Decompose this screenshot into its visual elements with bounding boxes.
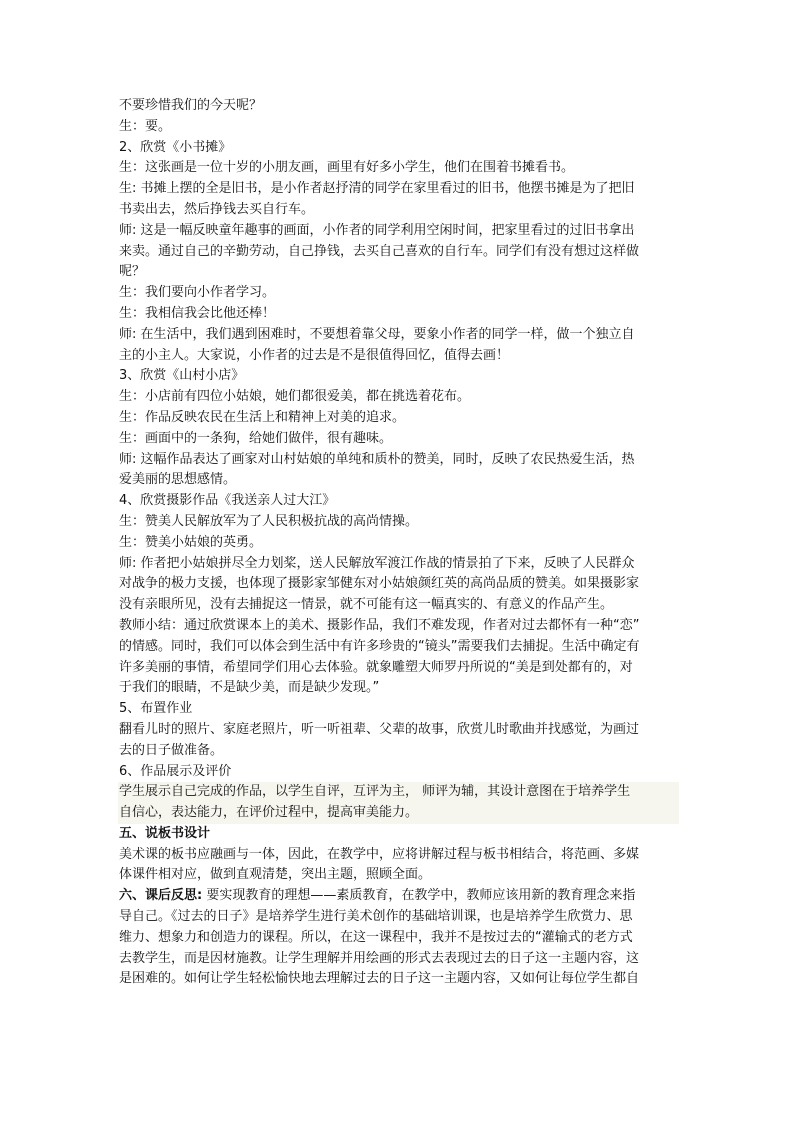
text-line: 生：我们要向小作者学习。	[119, 285, 276, 301]
text-line: 教师小结：通过欣赏课本上的美术、摄影作品，我们不难发现，作者对过去都怀有一种“恋”	[119, 617, 640, 633]
text-line	[119, 886, 679, 907]
text-line: 爱美丽的思想感情。	[119, 472, 237, 488]
text-line: 生：作品反映农民在生活上和精神上对美的追求。	[119, 409, 406, 425]
text-line: 生: 书摊上摆的全是旧书，是小作者赵抒清的同学在家里看过的旧书，他摆书摊是为了把旧	[119, 181, 635, 197]
text-line: 对战争的极力支援，也体现了摄影家邹健东对小姑娘颜红英的高尚品质的赞美。如果摄影家	[119, 576, 640, 592]
section-title: 五、说板书设计	[119, 825, 211, 841]
text-line: 生：赞美人民解放军为了人民积极抗战的高尚情操。	[119, 513, 419, 529]
text-line: 体课件相对应，做到直观清楚，突出主题，照顾全面。	[119, 867, 432, 883]
text-line: 去的日子做准备。	[119, 742, 224, 758]
text-line: 翻看儿时的照片、家庭老照片，听一听祖辈、父辈的故事，欣赏儿时歌曲并找感觉，为画过	[119, 721, 640, 737]
text-line: 生：要。	[119, 118, 172, 134]
text-line: 师: 这是一幅反映童年趣事的画面，小作者的同学利用空闲时间，把家里看过的过旧书拿出	[119, 222, 635, 238]
text-line: 不要珍惜我们的今天呢？	[119, 98, 263, 113]
section-title-inline: 六、课后反思:	[119, 888, 203, 904]
text-line: 生：我相信我会比他还棒！	[119, 305, 276, 321]
text-line: 是困难的。如何让学生轻松愉快地去理解过去的日子这一主题内容，又如何让每位学生都自	[119, 971, 640, 987]
highlighted-text-line: 学生展示自己完成的作品，以学生自评，互评为主， 师评为辅，其设计意图在于培养学生	[118, 782, 679, 803]
section-heading: 2、欣赏《小书摊》	[119, 139, 232, 155]
text-line: 维力、想象力和创造力的课程。所以，在这一课程中，我并不是按过去的“灌输式的老方式	[119, 929, 633, 945]
section-heading: 5、布置作业	[119, 701, 193, 717]
text-line: 生：这张画是一位十岁的小朋友画，画里有好多小学生，他们在围着书摊看书。	[119, 160, 575, 176]
text-line: 生：画面中的一条狗，给她们做伴，很有趣味。	[119, 430, 393, 446]
text-line: 生：赞美小姑娘的英勇。	[119, 534, 263, 550]
text-line: 来卖。通过自己的辛勤劳动，自己挣钱，去买自己喜欢的自行车。同学们有没有想过这样做	[119, 243, 640, 259]
text-line: 师: 在生活中，我们遇到困难时，不要想着靠父母，要象小作者的同学一样，做一个独立自	[119, 326, 635, 342]
text-line: 师: 作者把小姑娘拼尽全力划桨，送人民解放军渡江作战的情景拍了下来，反映了人民群众	[119, 555, 635, 571]
text-line: 书卖出去，然后挣钱去买自行车。	[119, 201, 315, 217]
text-line: 许多美丽的事情，希望同学们用心去体验。就象雕塑大师罗丹所说的“美是到处都有的，对	[119, 659, 633, 675]
text-line: 没有亲眼所见，没有去捕捉这一情景，就不可能有这一幅真实的、有意义的作品产生。	[119, 597, 614, 613]
section-heading: 3、欣赏《山村小店》	[119, 368, 245, 384]
text-line: 呢？	[119, 264, 146, 280]
text-line: 去教学生，而是因材施教。让学生理解并用绘画的形式去表现过去的日子这一主题内容，这	[119, 950, 640, 966]
text-line: 生：小店前有四位小姑娘，她们都很爱美，都在挑选着花布。	[119, 389, 471, 405]
text-line: 师: 这幅作品表达了画家对山村姑娘的单纯和质朴的赞美，同时，反映了农民热爱生活，热	[119, 451, 635, 467]
text-line: 的情感。同时，我们可以体会到生活中有许多珍贵的“镜头”需要我们去捕捉。生活中确定有	[119, 638, 640, 654]
highlighted-text-line: 自信心，表达能力，在评价过程中，提高审美能力。	[118, 803, 679, 824]
text-line: 主的小主人。大家说，小作者的过去是不是很值得回忆，值得去画！	[119, 347, 510, 363]
text-line-rest: 要实现教育的理想——素质教育，在教学中，教师应该用新的教育理念来指	[202, 888, 636, 904]
text-line: 美术课的板书应融画与一体，因此，在教学中，应将讲解过程与板书相结合，将范画、多媒	[119, 846, 640, 862]
text-line: 于我们的眼睛，不是缺少美，而是缺少发现。”	[119, 680, 380, 696]
section-heading: 6、作品展示及评价	[119, 763, 232, 779]
document-page	[119, 96, 679, 990]
section-heading: 4、欣赏摄影作品《我送亲人过大江》	[119, 493, 336, 509]
text-line: 导自己。《过去的日子》是培养学生进行美术创作的基础培训课，也是培养学生欣赏力、思	[119, 909, 633, 925]
